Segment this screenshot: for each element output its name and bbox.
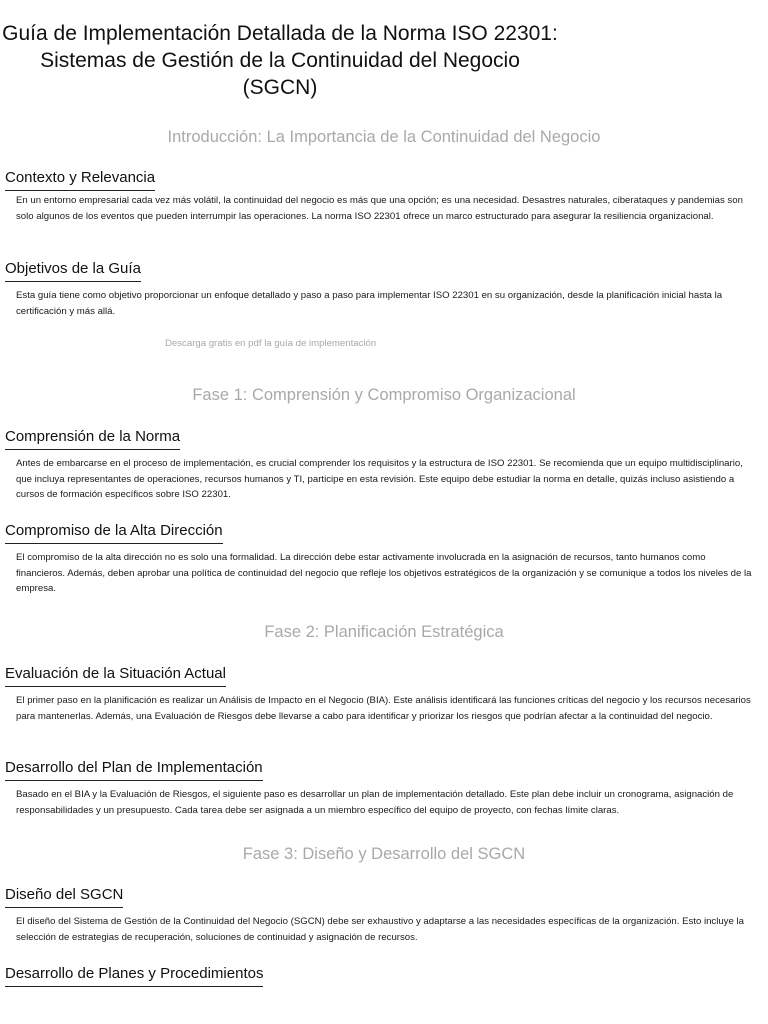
document-title: Guía de Implementación Detallada de la Norma ISO 22301: Sistemas de Gestión de la Continuidad del Negocio (SGCN) xyxy=(2,22,558,99)
section-text-diseno: El diseño del Sistema de Gestión de la Continuidad del Negocio (SGCN) debe ser exhaustivo y adaptarse a las necesidades específicas de la organización. Esto incluye la selección de estrategias de recuperación, soluciones de continuidad y asignación de recursos. xyxy=(16,916,744,943)
section-heading-evaluacion: Evaluación de la Situación Actual xyxy=(5,664,226,687)
download-pdf-link[interactable]: Descarga gratis en pdf la guía de implementación xyxy=(165,338,377,349)
section-heading-diseno: Diseño del SGCN xyxy=(5,885,123,908)
section-text-compromiso: El compromiso de la alta dirección no es solo una formalidad. La dirección debe estar activamente involucrada en la asignación de recursos, tanto humanos como financieros. Además, deben aprobar una política de continuidad del negocio que refleje los objetivos estratégicos de la organización y se comunique a todos los niveles de la empresa. xyxy=(16,552,752,595)
section-heading-contexto: Contexto y Relevancia xyxy=(5,168,155,191)
section-heading-comprension: Comprensión de la Norma xyxy=(5,427,180,450)
section-text-evaluacion: El primer paso en la planificación es realizar un Análisis de Impacto en el Negocio (BIA). Este análisis identificará las funciones críticas del negocio y los recursos necesarios para mantenerlas. Además, una Evaluación de Riesgos debe llevarse a cabo para identificar y priorizar los riesgos que podrían afectar a la continuidad del negocio. xyxy=(16,695,751,722)
section-text-contexto: En un entorno empresarial cada vez más volátil, la continuidad del negocio es más que una opción; es una necesidad. Desastres naturales, ciberataques y pandemias son solo algunos de los eventos que pueden interrumpir las operaciones. La norma ISO 22301 ofrece un marco estructurado para asegurar la resiliencia organizacional. xyxy=(16,195,743,222)
section-heading-planes: Desarrollo de Planes y Procedimientos xyxy=(5,964,263,987)
section-heading-desarrollo-plan: Desarrollo del Plan de Implementación xyxy=(5,758,263,781)
phase3-heading: Fase 3: Diseño y Desarrollo del SGCN xyxy=(242,845,526,863)
intro-heading: Introducción: La Importancia de la Continuidad del Negocio xyxy=(167,128,601,146)
phase2-heading: Fase 2: Planificación Estratégica xyxy=(264,623,504,641)
section-text-comprension: Antes de embarcarse en el proceso de implementación, es crucial comprender los requisitos y la estructura de ISO 22301. Se recomienda que un equipo multidisciplinario, que incluya representantes de operaciones, recursos humanos y TI, participe en esta revisión. Este equipo debe estudiar la norma en detalle, quizás incluso asistiendo a cursos de formación específicos sobre ISO 22301. xyxy=(16,458,743,501)
section-heading-objetivos: Objetivos de la Guía xyxy=(5,259,141,282)
phase1-heading: Fase 1: Comprensión y Compromiso Organizacional xyxy=(192,386,576,404)
section-text-objetivos: Esta guía tiene como objetivo proporcionar un enfoque detallado y paso a paso para implementar ISO 22301 en su organización, desde la planificación inicial hasta la certificación y más allá. xyxy=(16,290,723,317)
section-heading-compromiso: Compromiso de la Alta Dirección xyxy=(5,521,223,544)
section-text-desarrollo-plan: Basado en el BIA y la Evaluación de Riesgos, el siguiente paso es desarrollar un plan de implementación detallado. Este plan debe incluir un cronograma, asignación de responsabilidades y un presupuesto. Cada tarea debe ser asignada a un miembro específico del equipo de proyecto, con fechas límite claras. xyxy=(16,789,734,816)
